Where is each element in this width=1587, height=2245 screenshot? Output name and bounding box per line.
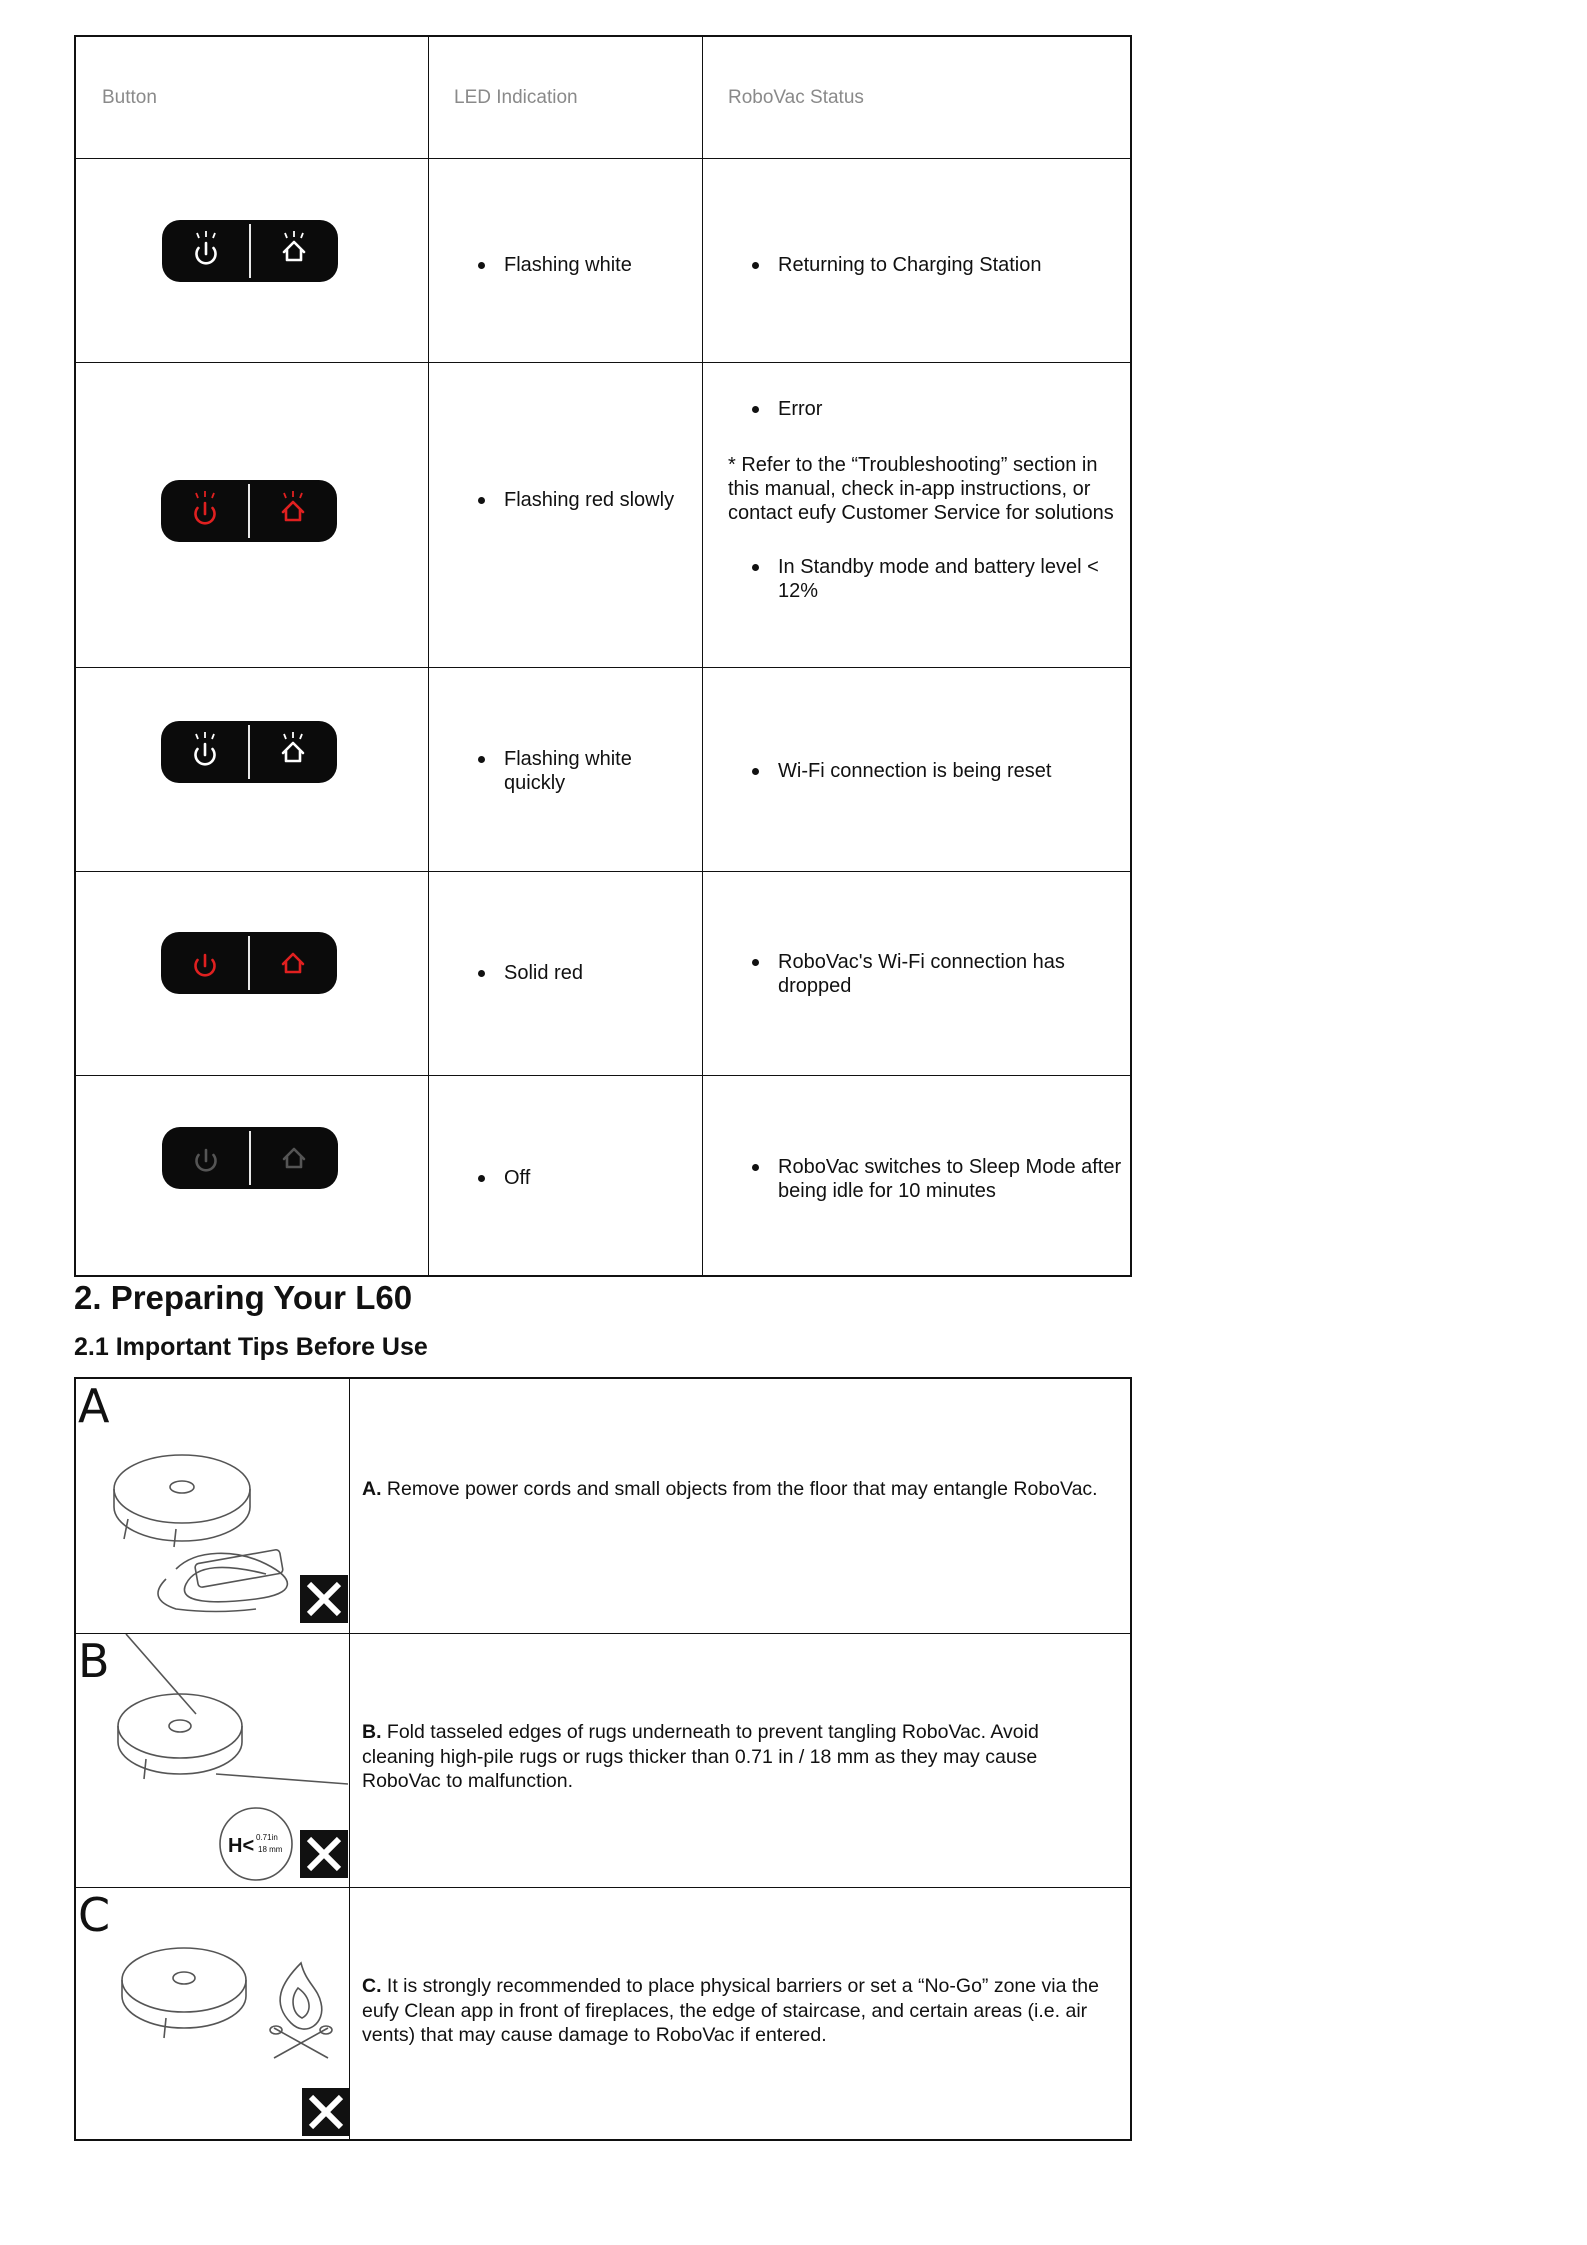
led-indication-text: Flashing white: [478, 253, 688, 277]
tip-letter: C: [78, 1888, 111, 1942]
tip-illustration: [76, 1634, 350, 1887]
section-title: 2. Preparing Your L60: [74, 1279, 413, 1316]
table-row: [76, 1075, 1130, 1277]
section-subtitle: 2.1 Important Tips Before Use: [74, 1333, 428, 1361]
tip-label: C.: [362, 1975, 382, 1997]
tip-description: It is strongly recommended to place physical barriers or set a “No-Go” zone via the eufy Clean app in front of fireplaces, the edge of staircase, and certain areas (i.e. air vents) that may cause damage to RoboVac if entered.: [362, 1975, 1099, 2046]
button-panel: [162, 1127, 338, 1189]
tip-row-a: [76, 1379, 1130, 1633]
height-badge-mm: 18 mm: [258, 1845, 283, 1854]
home-icon: [249, 932, 337, 994]
tip-text: [362, 1477, 1114, 1502]
troubleshooting-note: * Refer to the “Troubleshooting” section in this manual, check in-app instructions, or contact eufy Customer Service for solutions: [728, 454, 1114, 524]
tip-row-c: [76, 1887, 1130, 2141]
tips-table: [74, 1377, 1132, 2141]
table-row: [76, 158, 1130, 362]
tip-letter: A: [78, 1379, 110, 1433]
status-text: Error: [752, 397, 1118, 421]
status-text: Wi-Fi connection is being reset: [752, 759, 1122, 783]
status-text: RoboVac switches to Sleep Mode after being idle for 10 minutes: [752, 1155, 1132, 1203]
tip-letter: B: [78, 1634, 110, 1688]
power-icon: [161, 480, 249, 542]
home-icon: [250, 1127, 338, 1189]
tip-row-b: [76, 1633, 1130, 1887]
table-row: [76, 667, 1130, 871]
tip-illustration: [76, 1888, 350, 2141]
status-text: Returning to Charging Station: [752, 253, 1122, 277]
power-icon: [162, 220, 250, 282]
button-panel: [161, 932, 337, 994]
led-indication-text: Off: [478, 1166, 678, 1190]
prohibited-x-icon: [300, 1830, 348, 1878]
home-icon: [249, 721, 337, 783]
table-row: [76, 871, 1130, 1075]
prohibited-x-icon: [302, 2088, 350, 2136]
height-badge-inches: 0.71in: [256, 1833, 278, 1842]
led-indication-text: Flashing red slowly: [478, 488, 678, 512]
button-panel: [162, 220, 338, 282]
header-robovac-status: RoboVac Status: [728, 87, 864, 108]
tip-description: Remove power cords and small objects from the floor that may entangle RoboVac.: [386, 1478, 1098, 1500]
tip-description: Fold tasseled edges of rugs underneath to prevent tangling RoboVac. Avoid cleaning high-pile rugs or rugs thicker than 0.71 in / 18 mm as they may cause RoboVac to malfunction.: [362, 1721, 1039, 1792]
button-panel: [161, 480, 337, 542]
power-icon: [161, 721, 249, 783]
tip-label: A.: [362, 1478, 382, 1500]
power-icon: [161, 932, 249, 994]
tip-text: [362, 1720, 1114, 1794]
tip-text: [362, 1974, 1114, 2048]
header-button: Button: [102, 87, 157, 108]
power-icon: [162, 1127, 250, 1189]
led-indication-text: Flashing white quickly: [478, 747, 678, 795]
status-text: RoboVac's Wi-Fi connection has dropped: [752, 950, 1122, 998]
button-panel: [161, 721, 337, 783]
led-indicator-table: [74, 35, 1132, 1277]
table-row: [76, 362, 1130, 667]
tip-illustration: [76, 1379, 350, 1633]
tip-label: B.: [362, 1721, 382, 1743]
prohibited-x-icon: [300, 1575, 348, 1623]
header-led-indication: LED Indication: [454, 87, 578, 108]
home-icon: [250, 220, 338, 282]
led-indication-text: Solid red: [478, 961, 678, 985]
status-text: In Standby mode and battery level < 12%: [752, 555, 1118, 603]
height-badge-prefix: H<: [228, 1835, 255, 1857]
table-header-row: [76, 37, 1130, 158]
home-icon: [249, 480, 337, 542]
